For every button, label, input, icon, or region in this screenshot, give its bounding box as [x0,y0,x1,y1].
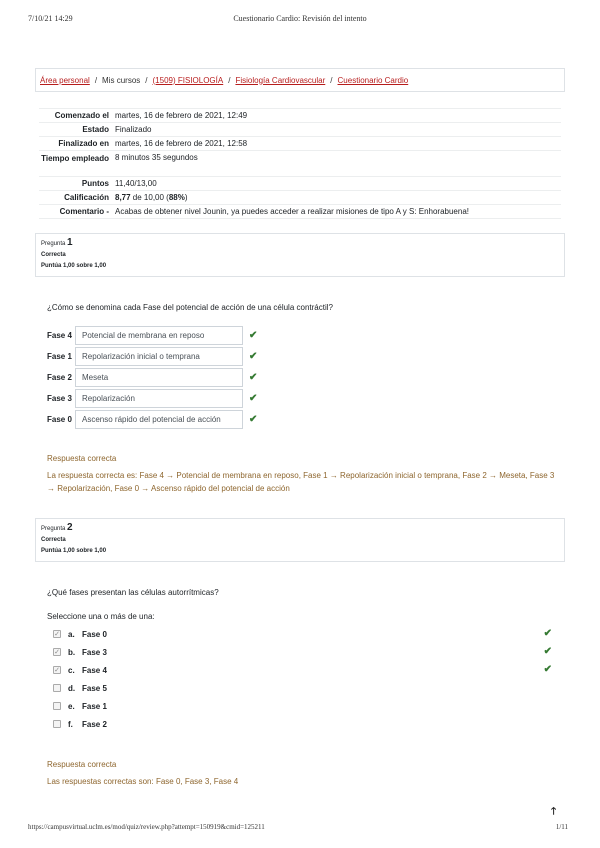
summary-value: 11,40/13,00 [115,179,157,188]
option-c[interactable] [47,661,552,679]
grade-text-end: ) [184,193,188,202]
option-b[interactable] [47,643,552,661]
match-row [47,367,257,387]
question-1-feedback-title: Respuesta correcta [47,454,117,463]
phase-label: Fase 0 [47,414,72,424]
summary-row-time [39,150,561,176]
summary-value: martes, 16 de febrero de 2021, 12:58 [115,139,248,148]
option-text: Fase 5 [82,683,107,693]
question-grade: Puntúa 1,00 sobre 1,00 [41,263,107,269]
checkbox-unchecked[interactable] [53,684,61,692]
question-state: Correcta [41,252,66,258]
summary-value: 8 minutos 35 segundos [115,153,198,162]
breadcrumb-separator: / [228,75,231,85]
check-icon: ✔ [543,628,552,639]
summary-row-comment [39,204,561,219]
check-icon: ✔ [249,392,258,404]
summary-label: Comenzado el [54,111,109,120]
breadcrumb-separator: / [330,75,333,85]
question-1-match-table [47,325,257,430]
print-footer [28,823,572,835]
answer-select[interactable]: Meseta [75,368,243,387]
checkbox-checked[interactable]: ✓ [54,631,60,638]
check-icon: ✔ [543,664,552,675]
match-row [47,346,257,366]
answer-select[interactable]: Ascenso rápido del potencial de acción [75,410,243,429]
question-number: 1 [67,237,73,248]
arrow-up-icon[interactable]: 🡑 [551,806,557,817]
answer-select[interactable]: Repolarización [75,389,243,408]
summary-row-points [39,176,561,190]
option-a[interactable] [47,625,552,643]
match-row [47,409,257,429]
option-letter: a. [68,629,75,639]
summary-value: Acabas de obtener nivel Jounin, ya puedes acceder a realizar misiones de tipo A y S: Enhorabuena! [115,207,470,216]
summary-value: martes, 16 de febrero de 2021, 12:49 [115,111,248,120]
summary-row-finished [39,136,561,150]
summary-label: Estado [82,125,109,134]
phase-label: Fase 1 [47,351,72,361]
phase-label: Fase 4 [47,330,72,340]
summary-label: Comentario - [59,207,109,216]
breadcrumb-separator: / [94,75,98,85]
question-2-text: ¿Qué fases presentan las células autorrítmicas? [47,588,219,597]
phase-label: Fase 3 [47,393,72,403]
option-letter: d. [68,683,76,693]
summary-label: Tiempo empleado [41,154,109,163]
answer-select[interactable]: Potencial de membrana en reposo [75,326,243,345]
match-row [47,388,257,408]
question-grade: Puntúa 1,00 sobre 1,00 [41,548,107,554]
option-text: Fase 4 [82,665,107,675]
option-letter: b. [68,647,76,657]
option-letter: e. [68,701,75,711]
checkbox-unchecked[interactable] [53,720,61,728]
breadcrumb-mis-cursos[interactable]: Mis cursos [102,75,141,85]
breadcrumb-link-section[interactable]: Fisiología Cardiovascular [235,75,326,85]
breadcrumb-link-course[interactable]: (1509) FISIOLOGÍA [152,75,224,85]
option-text: Fase 0 [82,629,107,639]
summary-row-grade [39,190,561,204]
option-f[interactable] [47,715,552,733]
breadcrumb [35,68,565,92]
grade-percent: 88% [168,193,185,202]
checkbox-checked[interactable]: ✓ [54,667,60,674]
answer-prompt: Seleccione una o más de una: [47,612,155,621]
option-text: Fase 3 [82,647,107,657]
option-letter: f. [68,719,73,729]
summary-value [115,193,561,202]
grade-text: de 10,00 ( [130,193,169,202]
question-2-right-answer: Las respuestas correctas son: Fase 0, Fase 3, Fase 4 [47,777,239,786]
check-icon: ✔ [249,329,258,341]
question-1-info [35,233,565,277]
print-header [28,14,572,26]
attempt-summary-table [39,108,561,219]
question-2-feedback-title: Respuesta correcta [47,760,117,769]
question-label: Pregunta [41,526,66,532]
option-e[interactable] [47,697,552,715]
breadcrumb-link-quiz[interactable]: Cuestionario Cardio [337,75,409,85]
option-text: Fase 2 [82,719,107,729]
check-icon: ✔ [543,646,552,657]
option-d[interactable] [47,679,552,697]
question-2-info [35,518,565,562]
option-text: Fase 1 [82,701,107,711]
question-label: Pregunta [41,241,66,247]
breadcrumb-link-area-personal[interactable]: Área personal [40,75,90,85]
question-number: 2 [67,522,73,533]
check-icon: ✔ [249,371,258,383]
checkbox-checked[interactable]: ✓ [54,649,60,656]
summary-row-state [39,122,561,136]
question-1-text: ¿Cómo se denomina cada Fase del potencial de acción de una célula contráctil? [47,303,333,312]
summary-label: Finalizado en [58,139,109,148]
checkbox-unchecked[interactable] [53,702,61,710]
print-page-number: 1/11 [555,823,568,831]
question-1-right-answer: La respuesta correcta es: Fase 4 → Potencial de membrana en reposo, Fase 1 → Repolarización inicial o temprana, Fase 2 → Meseta, Fase 3 → Repolarización, Fase 0 → Ascenso rápido del potencial de acción [47,471,555,493]
print-title: Cuestionario Cardio: Revisión del intento [233,14,367,23]
grade-value: 8,77 [115,193,131,202]
question-state: Correcta [41,537,66,543]
check-icon: ✔ [249,413,258,425]
summary-label: Puntos [81,179,109,188]
check-icon: ✔ [249,350,258,362]
summary-label: Calificación [64,193,109,202]
print-date: 7/10/21 14:29 [28,14,73,23]
option-letter: c. [68,665,75,675]
match-row [47,325,257,345]
breadcrumb-separator: / [145,75,148,85]
phase-label: Fase 2 [47,372,72,382]
summary-row-started [39,108,561,122]
answer-select[interactable]: Repolarización inicial o temprana [75,347,243,366]
print-url: https://campusvirtual.uclm.es/mod/quiz/review.php?attempt=150919&cmid=125211 [28,823,265,831]
summary-value: Finalizado [115,125,152,134]
question-2-options [47,612,552,733]
